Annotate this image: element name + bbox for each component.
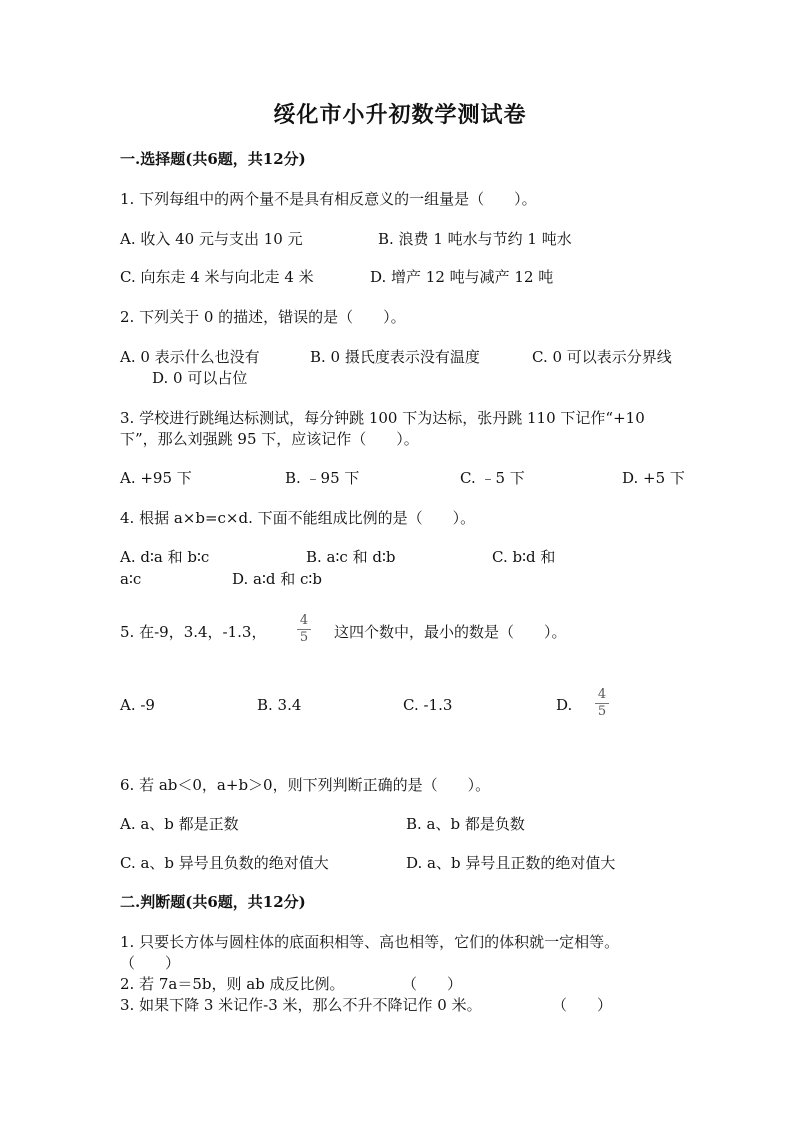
- q3-stem-line2: 下”，那么刘强跳 95 下，应该记作（ ）。: [120, 430, 419, 448]
- q6-option-d: D. a、b 异号且正数的绝对值大: [406, 854, 616, 872]
- page-title: 绥化市小升初数学测试卷: [273, 102, 527, 128]
- q4-option-c-line2: a∶c: [120, 570, 142, 588]
- q4-stem: 4. 根据 a×b=c×d. 下面不能组成比例的是（ ）。: [120, 509, 476, 527]
- j3-answer-paren: （ ）: [552, 996, 613, 1014]
- q2-option-b: B. 0 摄氏度表示没有温度: [310, 348, 480, 366]
- j2-text: 2. 若 7a＝5b，则 ab 成反比例。: [120, 975, 345, 993]
- q2-stem: 2. 下列关于 0 的描述，错误的是（ ）。: [120, 308, 406, 326]
- j2-answer-paren: （ ）: [402, 975, 463, 993]
- q6-option-c: C. a、b 异号且负数的绝对值大: [120, 854, 329, 872]
- fraction-denominator: 5: [299, 630, 309, 645]
- q2-option-c: C. 0 可以表示分界线: [532, 348, 672, 366]
- q3-option-c: C. ﹣5 下: [460, 469, 525, 487]
- q5-stem-post: 这四个数中，最小的数是（ ）。: [334, 623, 567, 641]
- j1-line1: 1. 只要长方体与圆柱体的底面积相等、高也相等，它们的体积就一定相等。: [120, 933, 620, 951]
- fraction-numerator: 4: [297, 614, 311, 630]
- q3-option-b: B. ﹣95 下: [285, 469, 360, 487]
- section-choice-heading: 一.选择题(共6题，共12分): [120, 150, 306, 168]
- q5-option-d-fraction: [595, 688, 609, 719]
- q2-option-d: D. 0 可以占位: [152, 369, 248, 387]
- fraction-denominator: 5: [597, 704, 607, 719]
- q5-stem-pre: 5. 在-9，3.4，-1.3，: [120, 623, 267, 641]
- q4-option-d: D. a∶d 和 c∶b: [232, 570, 322, 588]
- q3-stem-line1: 3. 学校进行跳绳达标测试，每分钟跳 100 下为达标，张丹跳 110 下记作“+10: [120, 409, 645, 427]
- q5-stem-fraction: [297, 614, 311, 645]
- q1-option-c: C. 向东走 4 米与向北走 4 米: [120, 268, 314, 286]
- q3-option-d: D. +5 下: [622, 469, 685, 487]
- q5-option-d: D.: [556, 696, 573, 714]
- q4-option-c-line1: C. b∶d 和: [492, 548, 556, 566]
- q5-option-c: C. -1.3: [403, 696, 453, 714]
- q1-option-d: D. 增产 12 吨与减产 12 吨: [370, 268, 554, 286]
- q6-option-b: B. a、b 都是负数: [406, 815, 525, 833]
- j3-text: 3. 如果下降 3 米记作-3 米，那么不升不降记作 0 米。: [120, 996, 482, 1014]
- q4-option-a: A. d∶a 和 b∶c: [120, 548, 210, 566]
- q6-stem: 6. 若 ab＜0，a+b＞0，则下列判断正确的是（ ）。: [120, 776, 491, 794]
- j1-answer-paren: （ ）: [120, 954, 181, 972]
- q2-option-a: A. 0 表示什么也没有: [120, 348, 260, 366]
- q1-option-a: A. 收入 40 元与支出 10 元: [120, 230, 303, 248]
- q6-option-a: A. a、b 都是正数: [120, 815, 239, 833]
- q5-option-a: A. -9: [120, 696, 155, 714]
- q3-option-a: A. +95 下: [120, 469, 192, 487]
- q1-option-b: B. 浪费 1 吨水与节约 1 吨水: [378, 230, 572, 248]
- q5-option-b: B. 3.4: [257, 696, 302, 714]
- fraction-numerator: 4: [595, 688, 609, 704]
- q1-stem: 1. 下列每组中的两个量不是具有相反意义的一组量是（ ）。: [120, 190, 537, 208]
- section-judgement-heading: 二.判断题(共6题，共12分): [120, 893, 306, 911]
- q4-option-b: B. a∶c 和 d∶b: [306, 548, 396, 566]
